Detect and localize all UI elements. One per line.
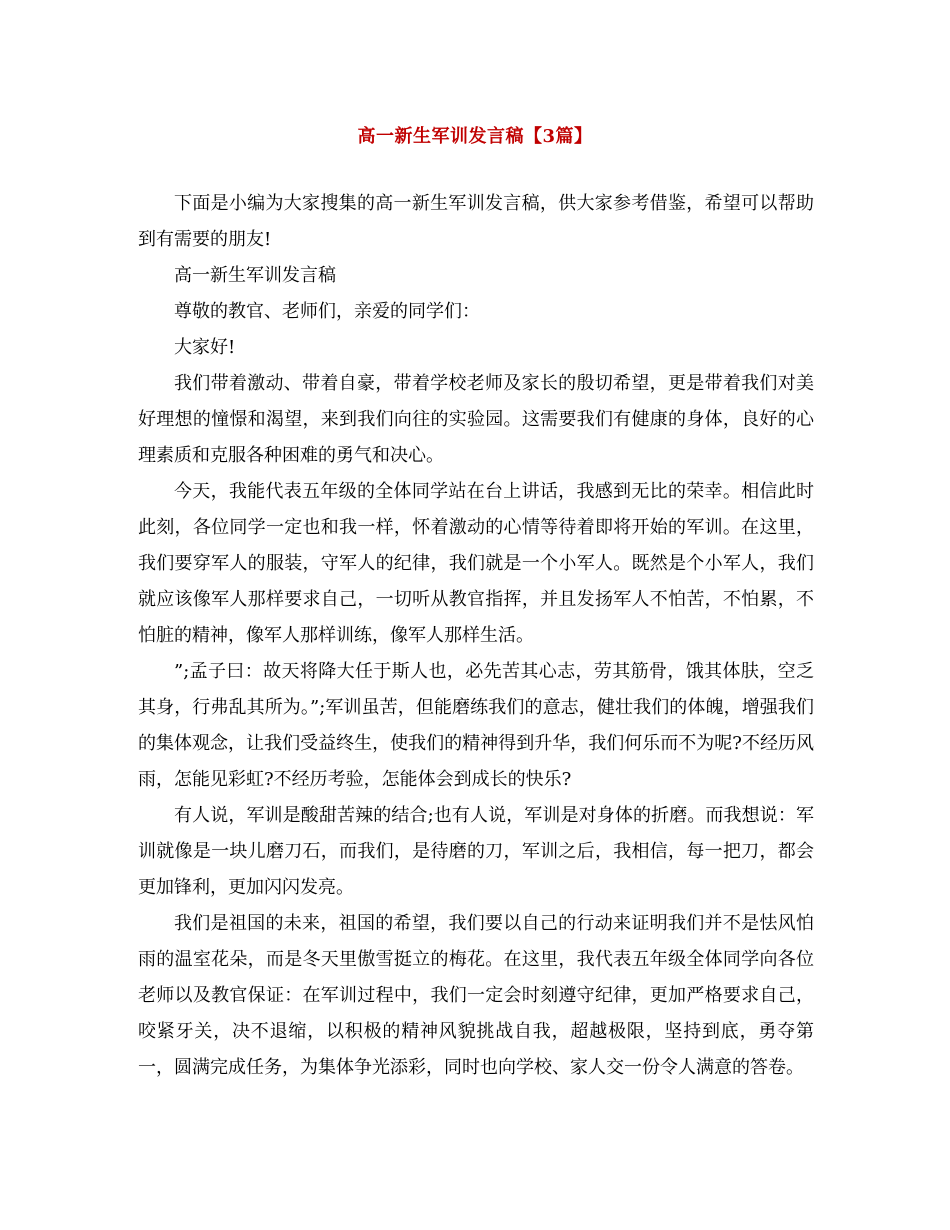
paragraph-subtitle: 高一新生军训发言稿	[174, 265, 336, 286]
paragraph-greeting: 大家好!	[174, 337, 236, 358]
paragraph-body-4: 有人说，军训是酸甜苦辣的结合;也有人说，军训是对身体的折磨。而我想说：军训就像是一块儿磨刀石，而我们，是待磨的刀，军训之后，我相信，每一把刀，都会更加锋利，更加闪闪发亮。	[138, 805, 814, 898]
paragraph-body-5: 我们是祖国的未来，祖国的希望，我们要以自己的行动来证明我们并不是怯风怕雨的温室花朵，而是冬天里傲雪挺立的梅花。在这里，我代表五年级全体同学向各位老师以及教官保证：在军训过程中，我们一定会时刻遵守纪律，更加严格要求自己，咬紧牙关，决不退缩，以积极的精神风貌挑战自我，超越极限，坚持到底，勇夺第一，圆满完成任务，为集体争光添彩，同时也向学校、家人交一份令人满意的答卷。	[138, 913, 814, 1078]
paragraph-body-3: ”;孟子曰：故天将降大任于斯人也，必先苦其心志，劳其筋骨，饿其体肤，空乏其身，行弗乱其所为。”;军训虽苦，但能磨练我们的意志，健壮我们的体魄，增强我们的集体观念，让我们受益终生，使我们的精神得到升华，我们何乐而不为呢?不经历风雨，怎能见彩虹?不经历考验，怎能体会到成长的快乐?	[138, 661, 814, 790]
paragraph-body-1: 我们带着激动、带着自豪，带着学校老师及家长的殷切希望，更是带着我们对美好理想的憧憬和渴望，来到我们向往的实验园。这需要我们有健康的身体，良好的心理素质和克服各种困难的勇气和决心。	[138, 373, 814, 466]
paragraph-intro: 下面是小编为大家搜集的高一新生军训发言稿，供大家参考借鉴，希望可以帮助到有需要的朋友!	[138, 193, 814, 250]
document-body	[138, 186, 814, 1086]
paragraph-body-2: 今天，我能代表五年级的全体同学站在台上讲话，我感到无比的荣幸。相信此时此刻，各位同学一定也和我一样，怀着激动的心情等待着即将开始的军训。在这里，我们要穿军人的服装，守军人的纪律，我们就是一个小军人。既然是个小军人，我们就应该像军人那样要求自己，一切听从教官指挥，并且发扬军人不怕苦，不怕累，不怕脏的精神，像军人那样训练，像军人那样生活。	[138, 481, 814, 646]
paragraph-salutation: 尊敬的教官、老师们，亲爱的同学们：	[174, 301, 480, 322]
document-title: 高一新生军训发言稿【3篇】	[357, 126, 593, 147]
